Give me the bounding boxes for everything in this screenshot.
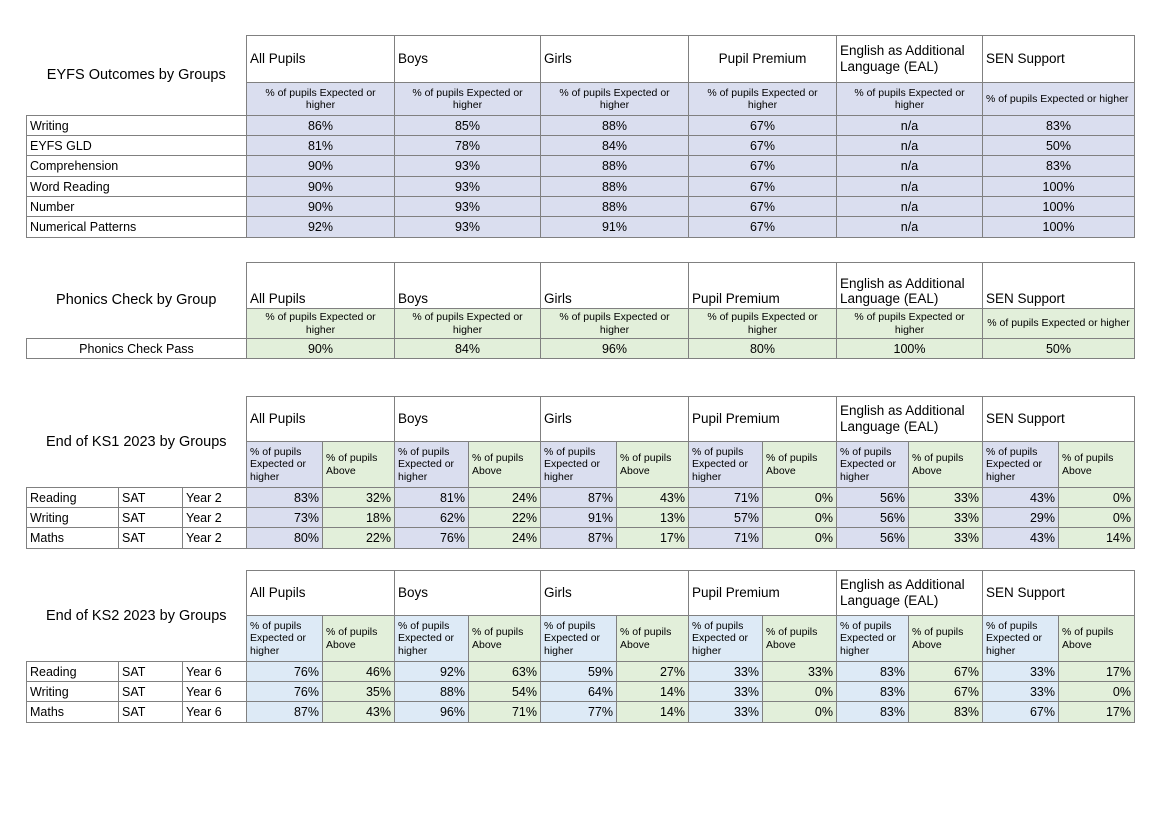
ks2-title: End of KS2 2023 by Groups <box>45 607 227 624</box>
ks2-cell: 14% <box>617 702 689 723</box>
phonics-subheader-girls: % of pupils Expected or higher <box>541 309 689 339</box>
eyfs-cell: 85% <box>395 116 541 136</box>
eyfs-group-girls: Girls <box>541 36 689 83</box>
eyfs-cell: n/a <box>837 177 983 197</box>
ks2-table <box>26 570 1135 723</box>
eyfs-cell: n/a <box>837 136 983 156</box>
ks1-cell: 57% <box>689 508 763 528</box>
eyfs-cell: 67% <box>689 136 837 156</box>
ks1-cell: 83% <box>247 488 323 508</box>
ks2-cell: 0% <box>763 702 837 723</box>
eyfs-cell: 90% <box>247 177 395 197</box>
eyfs-group-eal: English as Additional Language (EAL) <box>837 36 983 83</box>
ks1-cell: 22% <box>469 508 541 528</box>
ks1-subheader-above: % of pupils Above <box>1059 442 1135 488</box>
phonics-group-eal: English as Additional Language (EAL) <box>837 263 983 309</box>
ks1-cell: 43% <box>617 488 689 508</box>
ks2-cell: 17% <box>1059 702 1135 723</box>
ks2-cell: 27% <box>617 662 689 682</box>
ks1-row-subject: Maths <box>27 528 119 549</box>
phonics-cell: 90% <box>247 339 395 359</box>
table-row <box>27 682 1135 702</box>
ks1-subheader-expected: % of pupils Expected or higher <box>395 442 469 488</box>
ks1-cell: 0% <box>763 488 837 508</box>
eyfs-group-header-row <box>27 36 1135 83</box>
ks1-cell: 33% <box>909 508 983 528</box>
table-row <box>27 528 1135 549</box>
table-row <box>27 156 1135 177</box>
ks1-row-assessment: SAT <box>119 528 183 549</box>
ks2-row-subject: Maths <box>27 702 119 723</box>
eyfs-table-block <box>26 35 1135 238</box>
phonics-group-girls: Girls <box>541 263 689 309</box>
ks2-subheader-above: % of pupils Above <box>617 616 689 662</box>
ks1-subheader-expected: % of pupils Expected or higher <box>541 442 617 488</box>
ks1-cell: 81% <box>395 488 469 508</box>
eyfs-cell: 83% <box>983 116 1135 136</box>
ks2-cell: 63% <box>469 662 541 682</box>
ks1-cell: 33% <box>909 528 983 549</box>
ks1-subheader-above: % of pupils Above <box>763 442 837 488</box>
ks2-cell: 35% <box>323 682 395 702</box>
eyfs-row-label-number: Number <box>27 197 247 217</box>
ks1-row-year: Year 2 <box>183 528 247 549</box>
ks2-group-header-row <box>27 571 1135 616</box>
phonics-group-all-pupils: All Pupils <box>247 263 395 309</box>
eyfs-cell: 78% <box>395 136 541 156</box>
table-row <box>27 339 1135 359</box>
ks1-cell: 32% <box>323 488 395 508</box>
eyfs-cell: 88% <box>541 116 689 136</box>
ks1-cell: 22% <box>323 528 395 549</box>
eyfs-cell: 88% <box>541 197 689 217</box>
table-row <box>27 508 1135 528</box>
ks2-subheader-expected: % of pupils Expected or higher <box>247 616 323 662</box>
ks2-subheader-above: % of pupils Above <box>909 616 983 662</box>
ks1-row-subject: Writing <box>27 508 119 528</box>
ks1-subheader-expected: % of pupils Expected or higher <box>837 442 909 488</box>
ks1-cell: 71% <box>689 488 763 508</box>
ks2-row-year: Year 6 <box>183 682 247 702</box>
phonics-cell: 100% <box>837 339 983 359</box>
ks1-cell: 29% <box>983 508 1059 528</box>
eyfs-cell: 81% <box>247 136 395 156</box>
ks1-row-year: Year 2 <box>183 488 247 508</box>
ks1-group-sen-support: SEN Support <box>983 397 1135 442</box>
ks1-cell: 73% <box>247 508 323 528</box>
ks2-cell: 83% <box>837 702 909 723</box>
ks1-group-girls: Girls <box>541 397 689 442</box>
ks2-cell: 92% <box>395 662 469 682</box>
ks2-subheader-expected: % of pupils Expected or higher <box>689 616 763 662</box>
ks1-cell: 56% <box>837 508 909 528</box>
ks2-cell: 77% <box>541 702 617 723</box>
ks2-cell: 43% <box>323 702 395 723</box>
ks1-row-assessment: SAT <box>119 488 183 508</box>
phonics-cell: 50% <box>983 339 1135 359</box>
ks2-cell: 33% <box>689 702 763 723</box>
eyfs-row-label-numerical-patterns: Numerical Patterns <box>27 217 247 238</box>
table-row <box>27 702 1135 723</box>
phonics-group-pupil-premium: Pupil Premium <box>689 263 837 309</box>
eyfs-cell: n/a <box>837 197 983 217</box>
eyfs-cell: 91% <box>541 217 689 238</box>
ks1-row-subject: Reading <box>27 488 119 508</box>
eyfs-row-label-writing: Writing <box>27 116 247 136</box>
table-row <box>27 116 1135 136</box>
eyfs-group-all-pupils: All Pupils <box>247 36 395 83</box>
eyfs-title: EYFS Outcomes by Groups <box>46 67 226 84</box>
ks1-subheader-expected: % of pupils Expected or higher <box>983 442 1059 488</box>
ks2-subheader-expected: % of pupils Expected or higher <box>837 616 909 662</box>
ks1-cell: 18% <box>323 508 395 528</box>
ks2-group-boys: Boys <box>395 571 541 616</box>
table-row <box>27 488 1135 508</box>
ks2-cell: 46% <box>323 662 395 682</box>
ks2-cell: 71% <box>469 702 541 723</box>
ks2-row-year: Year 6 <box>183 702 247 723</box>
eyfs-subheader-boys: % of pupils Expected or higher <box>395 83 541 116</box>
ks2-cell: 0% <box>1059 682 1135 702</box>
ks1-cell: 56% <box>837 528 909 549</box>
eyfs-cell: 84% <box>541 136 689 156</box>
eyfs-cell: 93% <box>395 156 541 177</box>
ks1-cell: 17% <box>617 528 689 549</box>
ks2-cell: 17% <box>1059 662 1135 682</box>
ks1-cell: 71% <box>689 528 763 549</box>
ks1-cell: 24% <box>469 488 541 508</box>
eyfs-cell: 93% <box>395 197 541 217</box>
ks1-cell: 0% <box>763 528 837 549</box>
ks2-subheader-expected: % of pupils Expected or higher <box>395 616 469 662</box>
eyfs-cell: 90% <box>247 197 395 217</box>
eyfs-cell: 67% <box>689 217 837 238</box>
ks2-row-assessment: SAT <box>119 662 183 682</box>
ks2-cell: 59% <box>541 662 617 682</box>
eyfs-subheader-sen-support: % of pupils Expected or higher <box>983 83 1135 116</box>
phonics-row-label-phonics-check-pass: Phonics Check Pass <box>27 339 247 359</box>
eyfs-cell: 50% <box>983 136 1135 156</box>
phonics-cell: 84% <box>395 339 541 359</box>
ks1-subheader-expected: % of pupils Expected or higher <box>689 442 763 488</box>
ks1-group-pupil-premium: Pupil Premium <box>689 397 837 442</box>
phonics-table <box>26 262 1135 359</box>
phonics-cell: 96% <box>541 339 689 359</box>
phonics-cell: 80% <box>689 339 837 359</box>
ks1-group-header-row <box>27 397 1135 442</box>
table-row <box>27 136 1135 156</box>
ks1-table <box>26 396 1135 549</box>
eyfs-group-boys: Boys <box>395 36 541 83</box>
ks2-cell: 64% <box>541 682 617 702</box>
ks1-cell: 14% <box>1059 528 1135 549</box>
ks1-cell: 80% <box>247 528 323 549</box>
eyfs-row-label-eyfs-gld: EYFS GLD <box>27 136 247 156</box>
ks1-cell: 0% <box>1059 488 1135 508</box>
ks1-cell: 0% <box>1059 508 1135 528</box>
ks2-subheader-above: % of pupils Above <box>323 616 395 662</box>
ks2-cell: 33% <box>689 682 763 702</box>
ks1-cell: 0% <box>763 508 837 528</box>
ks2-subheader-expected: % of pupils Expected or higher <box>983 616 1059 662</box>
eyfs-cell: 67% <box>689 177 837 197</box>
ks1-cell: 76% <box>395 528 469 549</box>
ks1-cell: 87% <box>541 488 617 508</box>
phonics-table-block <box>26 262 1135 359</box>
ks2-cell: 67% <box>909 662 983 682</box>
ks2-group-all-pupils: All Pupils <box>247 571 395 616</box>
eyfs-cell: 86% <box>247 116 395 136</box>
eyfs-cell: 92% <box>247 217 395 238</box>
ks1-cell: 56% <box>837 488 909 508</box>
ks2-subheader-above: % of pupils Above <box>1059 616 1135 662</box>
eyfs-row-label-comprehension: Comprehension <box>27 156 247 177</box>
phonics-subheader-pupil-premium: % of pupils Expected or higher <box>689 309 837 339</box>
eyfs-cell: n/a <box>837 156 983 177</box>
eyfs-cell: n/a <box>837 217 983 238</box>
table-row <box>27 662 1135 682</box>
phonics-subheader-all-pupils: % of pupils Expected or higher <box>247 309 395 339</box>
eyfs-cell: 100% <box>983 217 1135 238</box>
ks2-cell: 83% <box>837 682 909 702</box>
eyfs-cell: 90% <box>247 156 395 177</box>
ks1-group-eal: English as Additional Language (EAL) <box>837 397 983 442</box>
ks2-cell: 33% <box>983 682 1059 702</box>
phonics-subheader-sen-support: % of pupils Expected or higher <box>983 309 1135 339</box>
ks2-group-pupil-premium: Pupil Premium <box>689 571 837 616</box>
eyfs-cell: 83% <box>983 156 1135 177</box>
eyfs-table <box>26 35 1135 238</box>
ks1-cell: 62% <box>395 508 469 528</box>
eyfs-cell: 100% <box>983 177 1135 197</box>
eyfs-group-pupil-premium: Pupil Premium <box>689 36 837 83</box>
phonics-subheader-eal: % of pupils Expected or higher <box>837 309 983 339</box>
ks1-group-all-pupils: All Pupils <box>247 397 395 442</box>
ks2-cell: 88% <box>395 682 469 702</box>
ks2-cell: 0% <box>763 682 837 702</box>
ks2-cell: 87% <box>247 702 323 723</box>
phonics-title: Phonics Check by Group <box>56 292 217 309</box>
phonics-group-header-row <box>27 263 1135 309</box>
ks1-title: End of KS1 2023 by Groups <box>45 433 227 450</box>
phonics-group-sen-support: SEN Support <box>983 263 1135 309</box>
ks2-cell: 76% <box>247 682 323 702</box>
ks2-subheader-expected: % of pupils Expected or higher <box>541 616 617 662</box>
ks1-subheader-above: % of pupils Above <box>909 442 983 488</box>
ks2-cell: 54% <box>469 682 541 702</box>
eyfs-cell: 88% <box>541 156 689 177</box>
eyfs-cell: 88% <box>541 177 689 197</box>
ks2-cell: 14% <box>617 682 689 702</box>
ks1-row-year: Year 2 <box>183 508 247 528</box>
eyfs-group-sen-support: SEN Support <box>983 36 1135 83</box>
eyfs-cell: 100% <box>983 197 1135 217</box>
ks2-group-girls: Girls <box>541 571 689 616</box>
ks1-group-boys: Boys <box>395 397 541 442</box>
ks2-cell: 76% <box>247 662 323 682</box>
ks1-subheader-above: % of pupils Above <box>323 442 395 488</box>
phonics-group-boys: Boys <box>395 263 541 309</box>
ks1-cell: 24% <box>469 528 541 549</box>
ks2-cell: 67% <box>909 682 983 702</box>
ks2-row-assessment: SAT <box>119 682 183 702</box>
ks2-row-year: Year 6 <box>183 662 247 682</box>
ks1-cell: 91% <box>541 508 617 528</box>
eyfs-subheader-pupil-premium: % of pupils Expected or higher <box>689 83 837 116</box>
ks1-cell: 13% <box>617 508 689 528</box>
ks1-cell: 33% <box>909 488 983 508</box>
ks2-cell: 83% <box>909 702 983 723</box>
eyfs-subheader-girls: % of pupils Expected or higher <box>541 83 689 116</box>
ks2-group-sen-support: SEN Support <box>983 571 1135 616</box>
eyfs-subheader-eal: % of pupils Expected or higher <box>837 83 983 116</box>
ks2-cell: 83% <box>837 662 909 682</box>
ks2-group-eal: English as Additional Language (EAL) <box>837 571 983 616</box>
eyfs-cell: 93% <box>395 177 541 197</box>
eyfs-cell: 67% <box>689 197 837 217</box>
ks1-cell: 43% <box>983 528 1059 549</box>
ks1-cell: 87% <box>541 528 617 549</box>
ks2-cell: 33% <box>983 662 1059 682</box>
eyfs-row-label-word-reading: Word Reading <box>27 177 247 197</box>
eyfs-cell: 93% <box>395 217 541 238</box>
ks2-table-block <box>26 570 1135 723</box>
ks2-cell: 96% <box>395 702 469 723</box>
ks2-cell: 33% <box>689 662 763 682</box>
phonics-subheader-boys: % of pupils Expected or higher <box>395 309 541 339</box>
ks2-cell: 67% <box>983 702 1059 723</box>
eyfs-cell: 67% <box>689 156 837 177</box>
eyfs-subheader-all-pupils: % of pupils Expected or higher <box>247 83 395 116</box>
ks2-cell: 33% <box>763 662 837 682</box>
table-row <box>27 177 1135 197</box>
eyfs-cell: n/a <box>837 116 983 136</box>
ks1-subheader-above: % of pupils Above <box>617 442 689 488</box>
ks1-cell: 43% <box>983 488 1059 508</box>
ks2-subheader-above: % of pupils Above <box>469 616 541 662</box>
ks1-table-block <box>26 396 1135 549</box>
ks1-subheader-above: % of pupils Above <box>469 442 541 488</box>
ks1-row-assessment: SAT <box>119 508 183 528</box>
eyfs-cell: 67% <box>689 116 837 136</box>
ks2-row-assessment: SAT <box>119 702 183 723</box>
table-row <box>27 197 1135 217</box>
table-row <box>27 217 1135 238</box>
ks2-subheader-above: % of pupils Above <box>763 616 837 662</box>
ks2-row-subject: Writing <box>27 682 119 702</box>
ks1-subheader-expected: % of pupils Expected or higher <box>247 442 323 488</box>
ks2-row-subject: Reading <box>27 662 119 682</box>
